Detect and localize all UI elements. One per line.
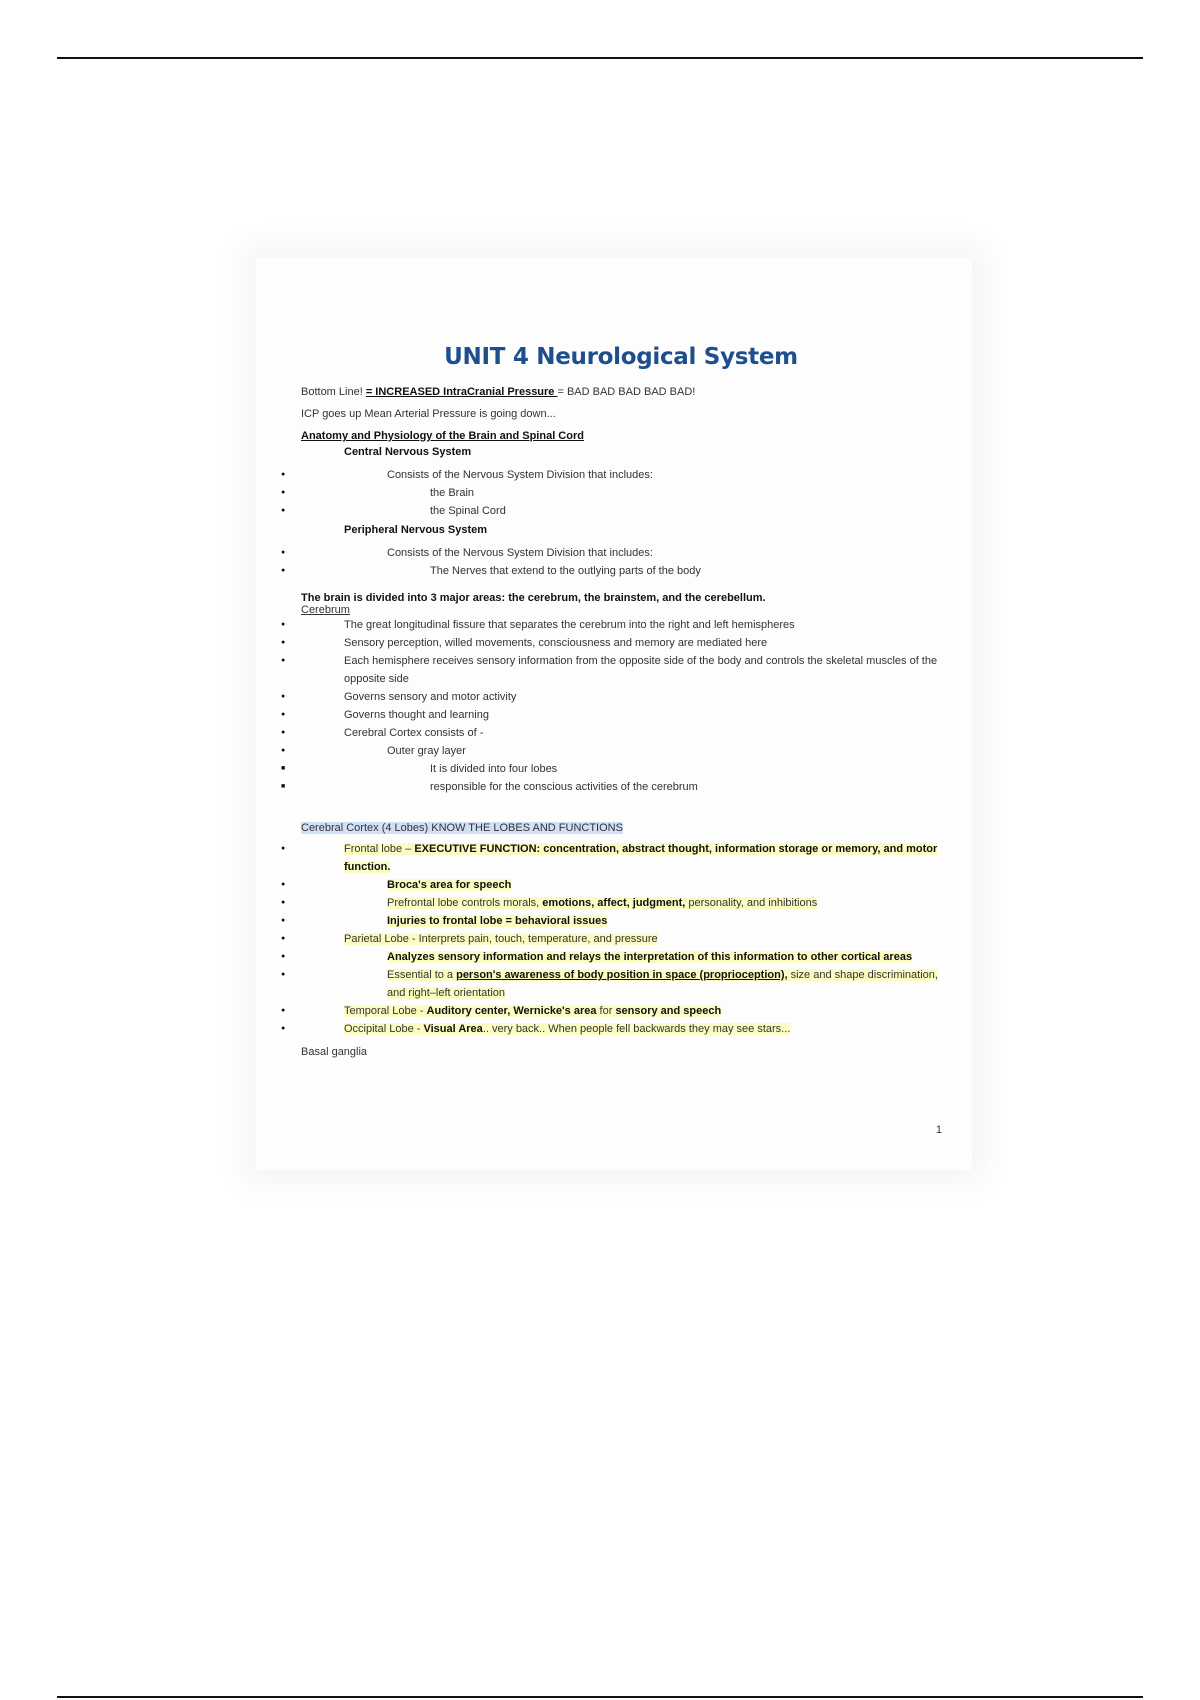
lobes-heading-note: KNOW THE LOBES AND FUNCTIONS: [428, 822, 623, 834]
cerebrum-heading: Cerebrum: [301, 604, 350, 616]
list-item: ● Governs thought and learning: [301, 706, 941, 724]
list-item: ● Injuries to frontal lobe = behavioral issues: [301, 912, 941, 930]
pns-list: [301, 544, 941, 580]
bottom-rule: [57, 1696, 1143, 1698]
list-item: ● Prefrontal lobe controls morals, emotions, affect, judgment, personality, and inhibitions: [301, 894, 941, 912]
list-item: ● The Nerves that extend to the outlying parts of the body: [301, 562, 941, 580]
list-item: ● Consists of the Nervous System Division that includes:: [301, 466, 941, 484]
bottom-line-emphasis: = INCREASED IntraCranial Pressure: [365, 386, 558, 398]
list-item: ● Outer gray layer: [301, 742, 941, 760]
list-item: ● Governs sensory and motor activity: [301, 688, 941, 706]
list-item: ● Essential to a person's awareness of body position in space (proprioception), size and shape discrimination, and right–left orientation: [301, 966, 941, 1002]
cns-heading: Central Nervous System: [344, 446, 472, 458]
page-title: UNIT 4 Neurological System: [444, 344, 798, 370]
cerebrum-list: [301, 616, 941, 796]
list-item: ● Consists of the Nervous System Division that includes:: [301, 544, 941, 562]
brain-divided: The brain is divided into 3 major areas: the cerebrum, the brainstem, and the cerebellum.: [301, 592, 766, 604]
list-item: ● The great longitudinal fissure that separates the cerebrum into the right and left hemispheres: [301, 616, 941, 634]
anatomy-heading: Anatomy and Physiology of the Brain and Spinal Cord: [301, 430, 584, 442]
top-rule: [57, 57, 1143, 59]
document-page: [256, 258, 972, 1170]
cns-list: [301, 466, 941, 520]
bottom-line-prefix: Bottom Line!: [301, 386, 366, 398]
pns-heading: Peripheral Nervous System: [344, 524, 488, 536]
bottom-line-suffix: = BAD BAD BAD BAD BAD!: [557, 386, 696, 398]
lobes-heading: [301, 822, 941, 834]
list-item: ● Analyzes sensory information and relays the interpretation of this information to other cortical areas: [301, 948, 941, 966]
list-item: ■ It is divided into four lobes: [301, 760, 941, 778]
list-item: ● the Spinal Cord: [301, 502, 941, 520]
list-item: ● Cerebral Cortex consists of -: [301, 724, 941, 742]
page-number: 1: [935, 1124, 942, 1136]
list-item: ■ responsible for the conscious activities of the cerebrum: [301, 778, 941, 796]
list-item: ● the Brain: [301, 484, 941, 502]
basal-ganglia: Basal ganglia: [301, 1046, 368, 1058]
list-item: ● Occipital Lobe - Visual Area.. very back.. When people fell backwards they may see stars...: [301, 1020, 941, 1038]
list-item: ● Frontal lobe – EXECUTIVE FUNCTION: concentration, abstract thought, information storage or memory, and motor function.: [301, 840, 941, 876]
bottom-line: [301, 386, 941, 398]
list-item: ● Parietal Lobe - Interprets pain, touch, temperature, and pressure: [301, 930, 941, 948]
list-item: ● Sensory perception, willed movements, consciousness and memory are mediated here: [301, 634, 941, 652]
lobes-heading-link: Cerebral Cortex (4 Lobes): [301, 822, 429, 834]
lobes-list: [301, 840, 941, 1038]
list-item: ● Each hemisphere receives sensory information from the opposite side of the body and controls the skeletal muscles of the opposite side: [301, 652, 941, 688]
list-item: ● Temporal Lobe - Auditory center, Wernicke's area for sensory and speech: [301, 1002, 941, 1020]
document-content: [301, 344, 941, 1058]
list-item: ● Broca's area for speech: [301, 876, 941, 894]
icp-line: ICP goes up Mean Arterial Pressure is going down...: [301, 408, 556, 420]
